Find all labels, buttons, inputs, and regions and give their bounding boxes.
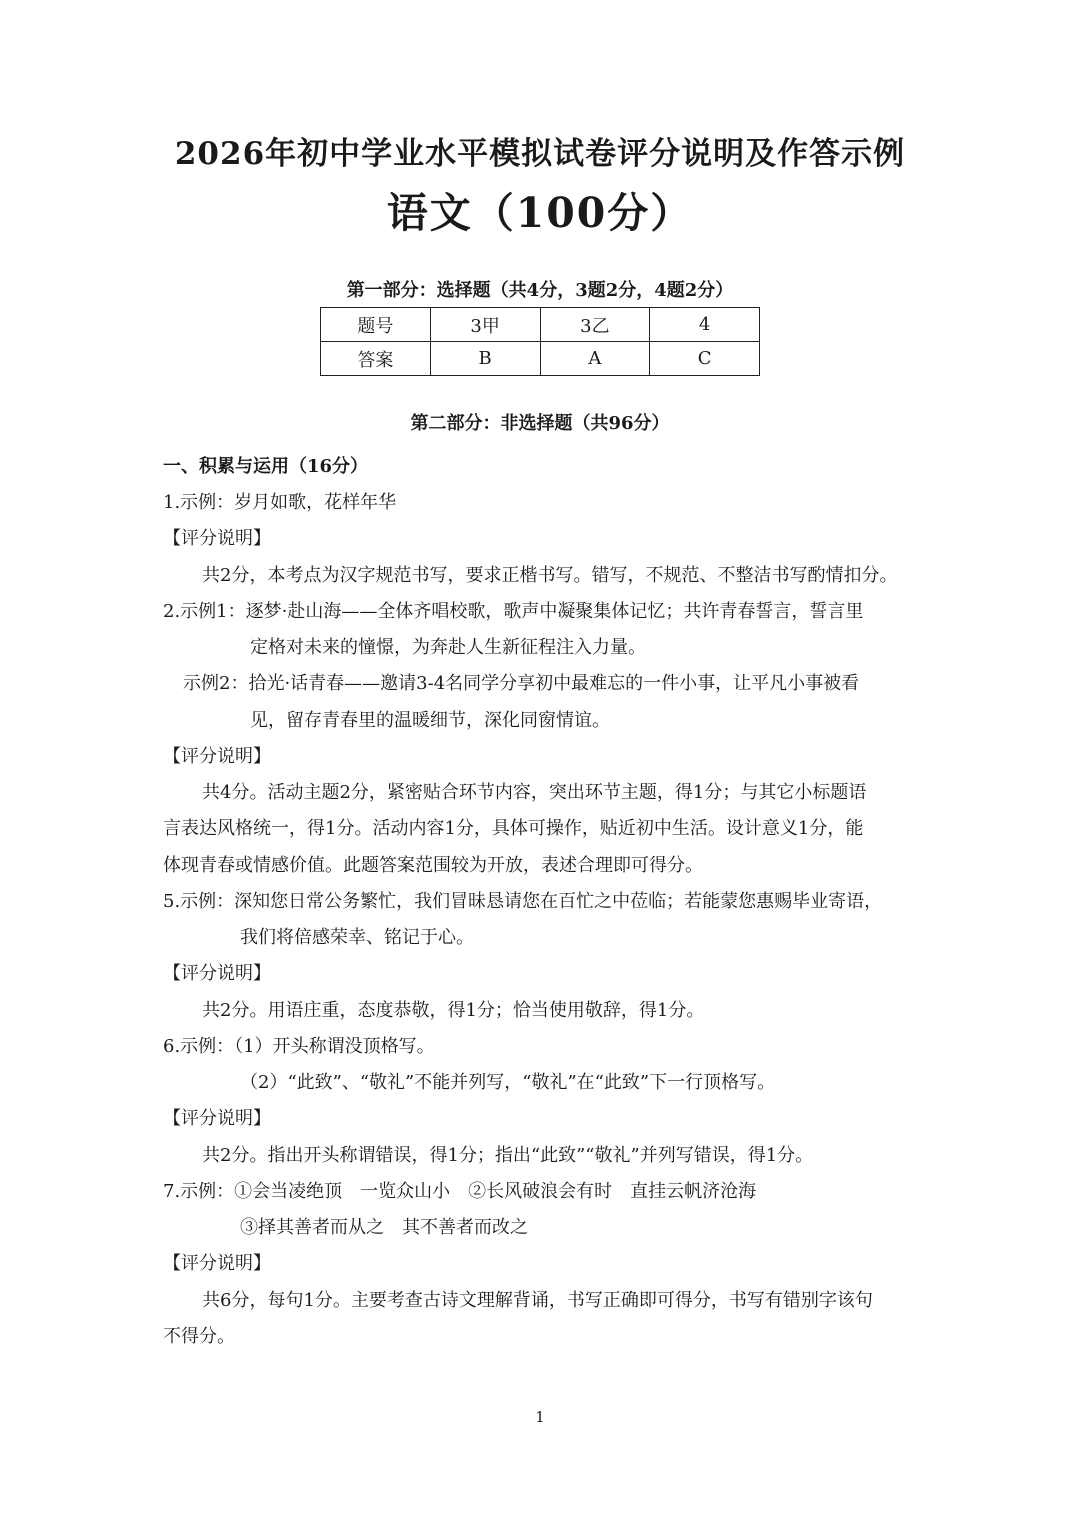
table-row <box>321 342 760 376</box>
q2-example1-line1: 2.示例1：逐梦·赴山海——全体齐唱校歌，歌声中凝聚集体记忆；共许青春誓言，誓言里 <box>163 601 864 622</box>
q2-example2-line2: 见，留存青春里的温暖细节，深化同窗情谊。 <box>250 710 610 731</box>
section1-heading: 一、积累与运用（16分） <box>163 456 369 477</box>
part2-heading: 第二部分：非选择题（共96分） <box>410 413 670 434</box>
rubric-label: 【评分说明】 <box>163 746 271 767</box>
q7-answer-line1: 7.示例：①会当凌绝顶 一览众山小 ②长风破浪会有时 直挂云帆济沧海 <box>163 1181 757 1202</box>
rubric-label: 【评分说明】 <box>163 528 271 549</box>
q2-example1-line2: 定格对未来的憧憬，为奔赴人生新征程注入力量。 <box>250 637 646 658</box>
q2-rubric-line2: 言表达风格统一，得1分。活动内容1分，具体可操作，贴近初中生活。设计意义1分，能 <box>163 818 864 839</box>
table-cell: 3乙 <box>540 308 650 342</box>
q2-rubric-line3: 体现青春或情感价值。此题答案范围较为开放，表述合理即可得分。 <box>163 855 703 876</box>
q6-rubric: 共2分。指出开头称谓错误，得1分；指出“此致”“敬礼”并列写错误，得1分。 <box>202 1145 814 1166</box>
q2-example2-line1: 示例2：拾光·话青春——邀请3-4名同学分享初中最难忘的一件小事，让平凡小事被看 <box>183 673 860 694</box>
table-cell: 答案 <box>321 342 431 376</box>
q7-rubric-line1: 共6分，每句1分。主要考查古诗文理解背诵，书写正确即可得分，书写有错别字该句 <box>202 1290 873 1311</box>
q7-rubric-line2: 不得分。 <box>163 1326 235 1347</box>
table-cell: 4 <box>650 308 760 342</box>
table-row <box>321 308 760 342</box>
q2-rubric-line1: 共4分。活动主题2分，紧密贴合环节内容，突出环节主题，得1分；与其它小标题语 <box>202 782 867 803</box>
q5-rubric: 共2分。用语庄重，态度恭敬，得1分；恰当使用敬辞，得1分。 <box>202 1000 705 1021</box>
table-cell: A <box>540 342 650 376</box>
q6-answer-line1: 6.示例：（1）开头称谓没顶格写。 <box>163 1036 435 1057</box>
page-number: 1 <box>535 1408 545 1426</box>
q6-answer-line2: （2）“此致”、“敬礼”不能并列写，“敬礼”在“此致”下一行顶格写。 <box>240 1072 776 1093</box>
q1-answer: 1.示例：岁月如歌，花样年华 <box>163 492 397 513</box>
part1-heading: 第一部分：选择题（共4分，3题2分，4题2分） <box>346 280 734 301</box>
q7-answer-line2: ③择其善者而从之 其不善者而改之 <box>240 1217 528 1238</box>
rubric-label: 【评分说明】 <box>163 1108 271 1129</box>
table-cell: C <box>650 342 760 376</box>
rubric-label: 【评分说明】 <box>163 963 271 984</box>
rubric-label: 【评分说明】 <box>163 1253 271 1274</box>
q5-answer-line2: 我们将倍感荣幸、铭记于心。 <box>240 927 474 948</box>
table-cell: B <box>430 342 540 376</box>
q1-rubric: 共2分，本考点为汉字规范书写，要求正楷书写。错写，不规范、不整洁书写酌情扣分。 <box>202 565 898 586</box>
table-cell: 题号 <box>321 308 431 342</box>
table-cell: 3甲 <box>430 308 540 342</box>
answer-table <box>320 307 760 376</box>
document-title: 2026年初中学业水平模拟试卷评分说明及作答示例 <box>174 136 906 172</box>
q5-answer-line1: 5.示例：深知您日常公务繁忙，我们冒昧恳请您在百忙之中莅临；若能蒙您惠赐毕业寄语， <box>163 891 883 912</box>
document-subtitle: 语文（100分） <box>386 189 694 237</box>
